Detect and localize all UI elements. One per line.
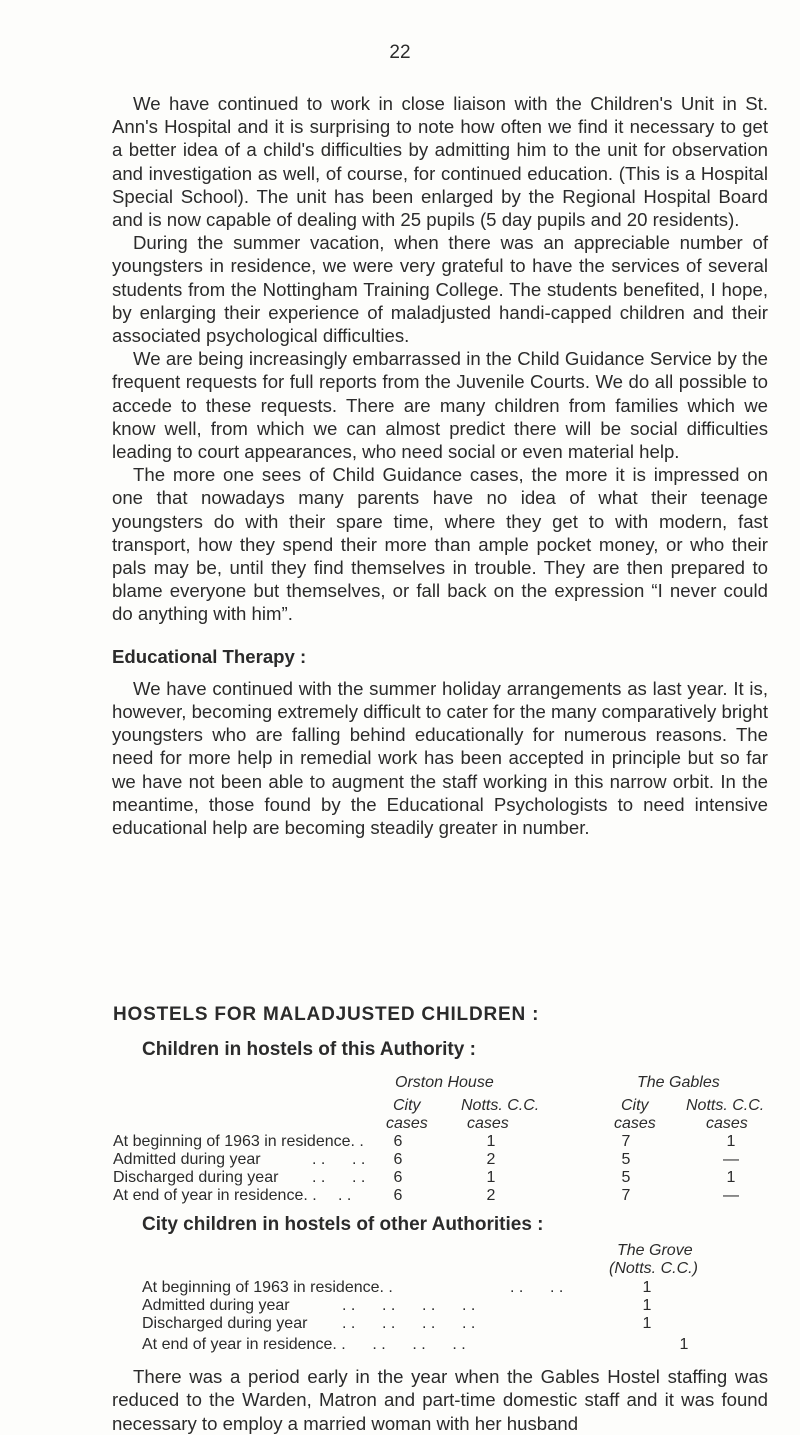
table1-col-cases-1: cases	[386, 1115, 428, 1132]
table1-cell: —	[723, 1187, 739, 1204]
hostels-heading: HOSTELS FOR MALADJUSTED CHILDREN :	[113, 1004, 540, 1025]
table1-cell: 6	[393, 1169, 403, 1186]
table2-cell: 1	[642, 1279, 652, 1296]
page-number: 22	[389, 42, 411, 63]
table1-cell: 1	[726, 1133, 736, 1150]
paragraph-gables-staffing: There was a period early in the year when the Gables Hostel staffing was reduced to the Warden, Matron and part-time domestic staff and it was found necessary to employ a married woman with her husband	[112, 1366, 768, 1434]
table1-col-city-2: City	[621, 1097, 649, 1114]
table1-cell: 2	[486, 1151, 496, 1168]
closing-text	[112, 1336, 768, 1435]
table2-header-grove: The Grove	[617, 1242, 693, 1259]
table2-row-label: Admitted during year	[142, 1297, 290, 1314]
table1-cell: 1	[486, 1133, 496, 1150]
table1-cell: 1	[486, 1169, 496, 1186]
table2-row-label: Discharged during year	[142, 1315, 308, 1332]
table1-cell: 7	[621, 1133, 631, 1150]
table1-cell: 2	[486, 1187, 496, 1204]
table1-group-gables: The Gables	[637, 1074, 720, 1091]
table2-header-notts: (Notts. C.C.)	[609, 1260, 698, 1277]
table1-cell: —	[723, 1151, 739, 1168]
paragraph-educational-therapy: We have continued with the summer holiday arrangements as last year. It is, however, becoming extremely difficult to cater for the many comparatively bright youngsters who are falling behind educationally for numerous reasons. The need for more help in remedial work has been accepted in principle but so far we have not been able to augment the staff working in this narrow orbit. In the meantime, those found by the Educational Psychologists to need intensive educational help are becoming steadily greater in number.	[112, 677, 768, 839]
table2-cell: 1	[642, 1315, 652, 1332]
paragraph-childrens-unit: We have continued to work in close liaison with the Children's Unit in St. Ann's Hospital and it is surprising to note how often we find it necessary to get a better idea of a child's difficulties by admitting him to the unit for observation and investigation as well, of course, for continued education. (This is a Hospital Special School). The unit has been enlarged by the Regional Hospital Board and is now capable of dealing with 25 pupils (5 day pupils and 20 residents).	[112, 93, 768, 231]
table1-cell: 7	[621, 1187, 631, 1204]
table1-col-notts-2: Notts. C.C.	[686, 1097, 765, 1114]
table1-cell: 5	[621, 1169, 631, 1186]
table1-cell: 5	[621, 1151, 631, 1168]
table2-row-label: At beginning of 1963 in residence. .	[142, 1279, 393, 1296]
table2-cell: 1	[642, 1297, 652, 1314]
table1-cell: 6	[393, 1187, 403, 1204]
table1-col-cases-3: cases	[614, 1115, 656, 1132]
table1-group-orston: Orston House	[395, 1074, 494, 1091]
educational-therapy-heading: Educational Therapy :	[112, 645, 307, 667]
table1-col-cases-4: cases	[706, 1115, 748, 1132]
table1-col-notts-1: Notts. C.C.	[461, 1097, 540, 1114]
table1-leader: . . . .	[312, 1151, 366, 1168]
table1-row-label: Discharged during year	[113, 1169, 279, 1186]
table1-cell: 1	[726, 1169, 736, 1186]
table1-leader: . . . .	[312, 1169, 366, 1186]
body-text	[112, 92, 768, 839]
table1-title: Children in hostels of this Authority :	[142, 1039, 476, 1060]
table2-cell: 1	[679, 1336, 689, 1353]
table1-leader: . .	[338, 1187, 352, 1204]
table2-leader: . . . . . . . .	[342, 1297, 476, 1314]
table2-leader: . . . . . . . .	[342, 1315, 476, 1332]
table1-cell: 6	[393, 1133, 403, 1150]
table1-col-cases-2: cases	[467, 1115, 509, 1132]
paragraph-summer-vacation: During the summer vacation, when there was an appreciable number of youngsters in residence, we were very grateful to have the services of several students from the Nottingham Training College. The students benefited, I hope, by enlarging their experience of maladjusted handi-capped children and their associated psychological difficulties.	[112, 232, 768, 347]
table1-row-label: At end of year in residence. .	[113, 1187, 317, 1204]
table1-col-city-1: City	[393, 1097, 421, 1114]
table1-cell: 6	[393, 1151, 403, 1168]
table1-row-label: At beginning of 1963 in residence. .	[113, 1133, 364, 1150]
table2-title: City children in hostels of other Authorities :	[142, 1214, 544, 1235]
paragraph-parents: The more one sees of Child Guidance cases, the more it is impressed on one that nowadays many parents have no idea of what their teenage youngsters do with their spare time, where they get to with modern, fast transport, how they spend their more than ample pocket money, or who their pals may be, until they find themselves in trouble. They are then prepared to blame everyone but themselves, or fall back on the expression “I never could do anything with him”.	[112, 464, 768, 625]
table1-row-label: Admitted during year	[113, 1151, 261, 1168]
table2-row-label: At end of year in residence. . . . . . . . 1	[142, 1333, 798, 1356]
table2-leader: . . . .	[510, 1279, 564, 1296]
paragraph-juvenile-courts: We are being increasingly embarrassed in the Child Guidance Service by the frequent requests for full reports from the Juvenile Courts. We do all possible to accede to these requests. There are many children from families which we know well, from which we can almost predict there will be social difficulties leading to court appearances, who need social or even material help.	[112, 348, 768, 463]
